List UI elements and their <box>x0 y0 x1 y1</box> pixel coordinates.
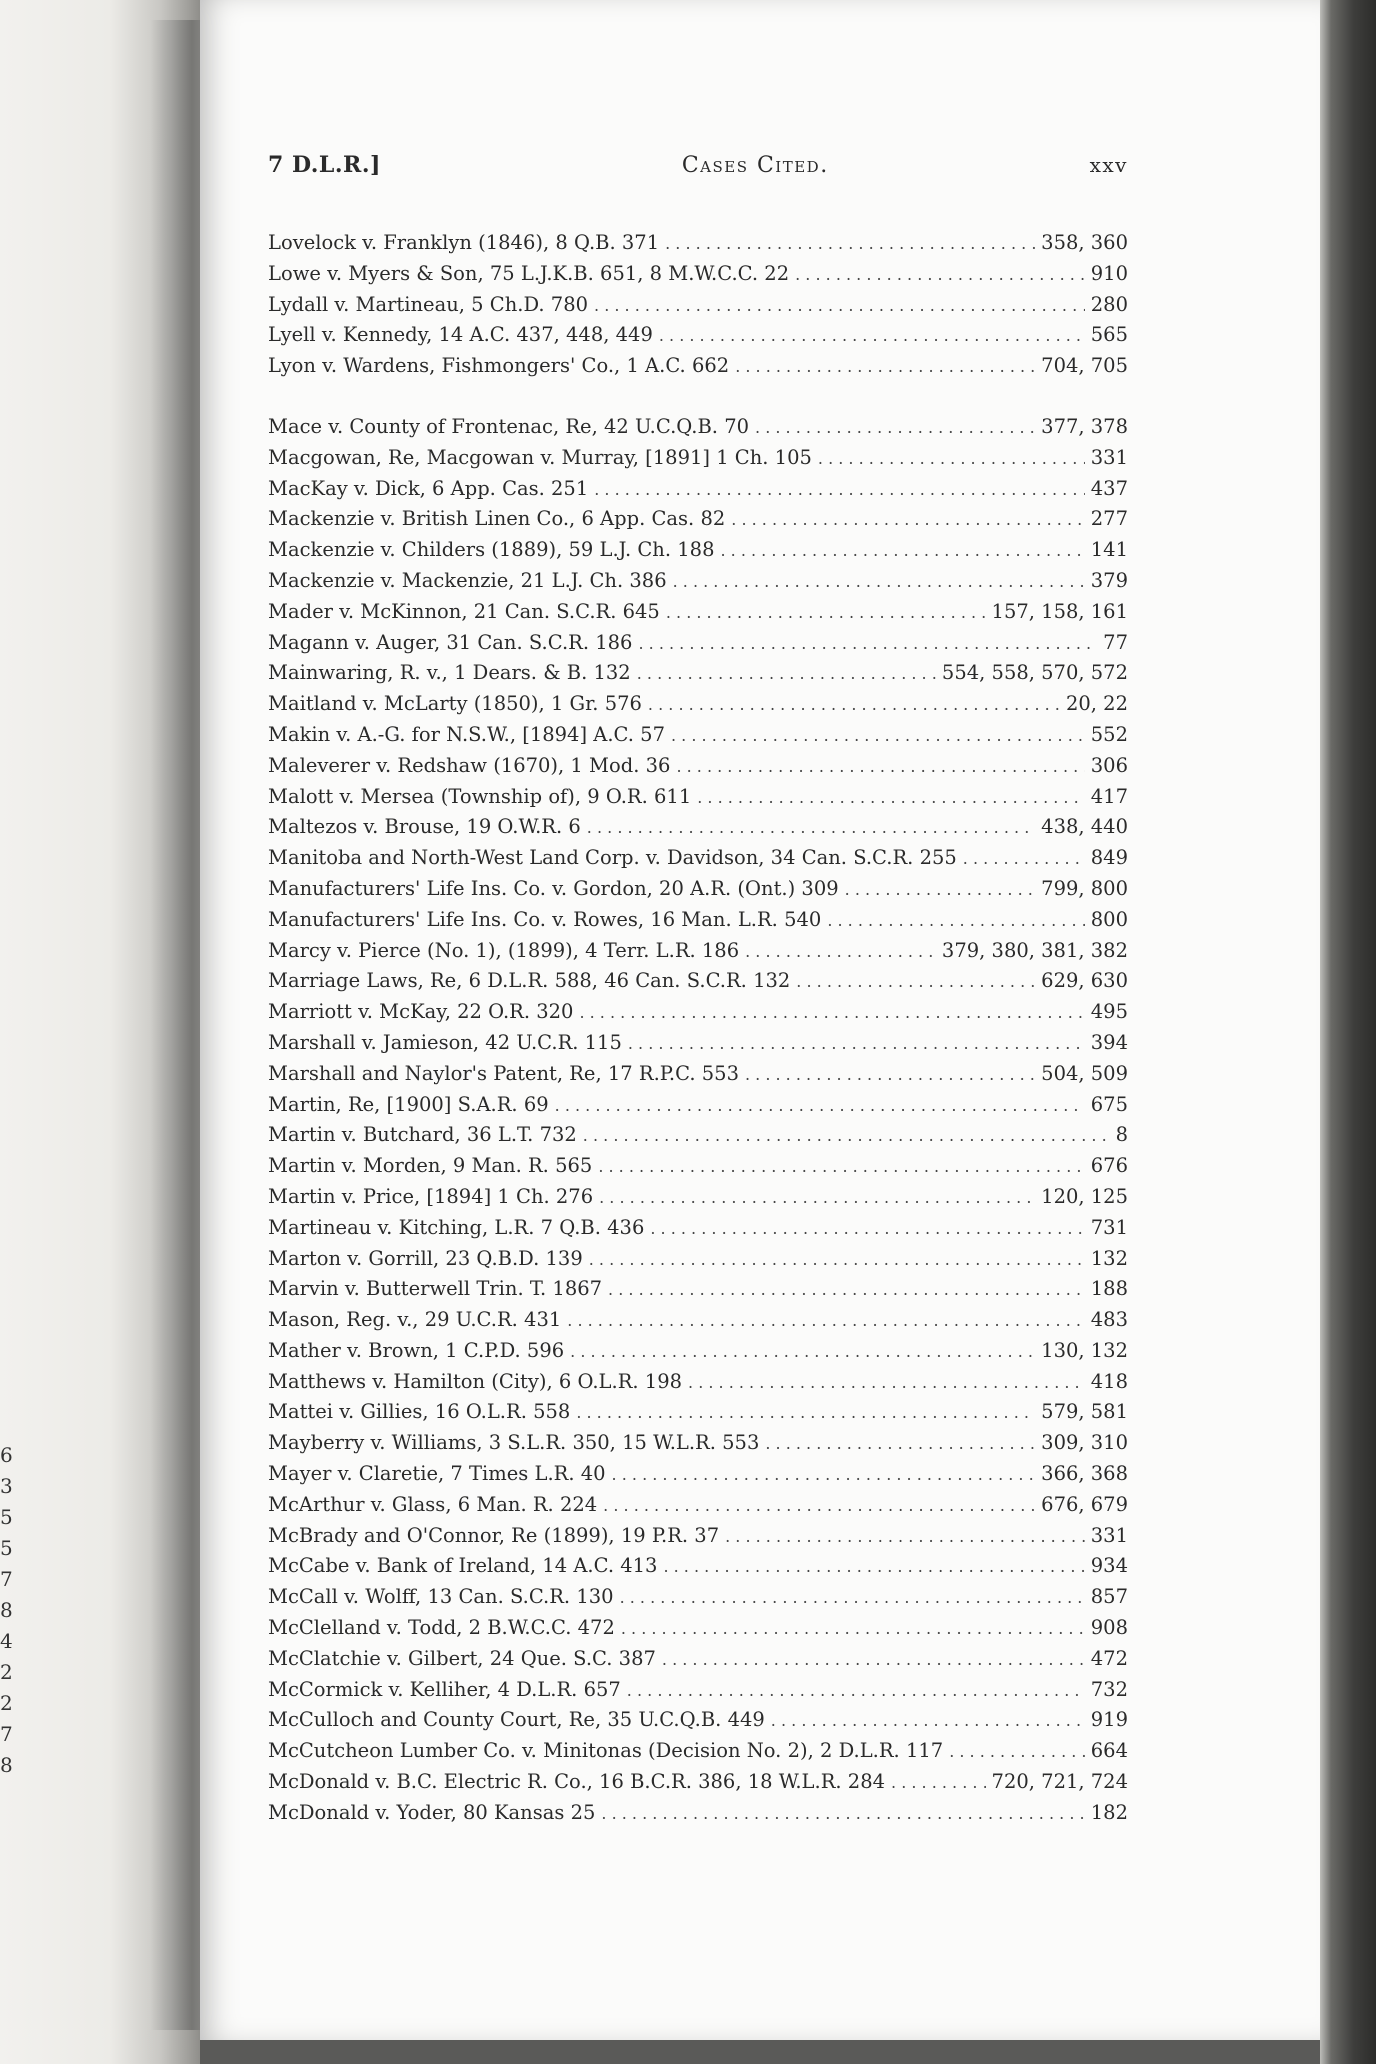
volume-label: 7 D.L.R.] <box>268 152 381 178</box>
case-citation: Marton v. Gorrill, 23 Q.B.D. 139 <box>268 1246 583 1270</box>
dot-leader <box>697 783 1085 814</box>
case-entry <box>268 905 1128 936</box>
case-pages: 799, 800 <box>1041 876 1128 900</box>
case-pages: 379, 380, 381, 382 <box>941 938 1128 962</box>
case-pages: 676, 679 <box>1041 1492 1128 1516</box>
case-citation: Malott v. Mersea (Township of), 9 O.R. 611 <box>268 784 692 808</box>
case-citation: Macgowan, Re, Macgowan v. Murray, [1891] 1 Ch. 105 <box>268 445 812 469</box>
case-citation: Maitland v. McLarty (1850), 1 Gr. 576 <box>268 692 642 716</box>
case-citation: Marriage Laws, Re, 6 D.L.R. 588, 46 Can. S.C.R. 132 <box>268 969 791 993</box>
margin-mark: 2 <box>0 1660 13 1684</box>
case-citation: Maltezos v. Brouse, 19 O.W.R. 6 <box>268 815 581 839</box>
dot-leader <box>567 1306 1084 1337</box>
case-citation: Martin v. Butchard, 36 L.T. 732 <box>268 1123 577 1147</box>
dot-leader <box>583 1121 1110 1152</box>
case-pages: 377, 378 <box>1041 414 1128 438</box>
case-entry <box>268 474 1128 505</box>
section-gap <box>268 382 1128 412</box>
dot-leader <box>666 598 986 629</box>
book-cover-edge <box>1320 0 1376 2064</box>
dot-leader <box>637 659 936 690</box>
case-pages: 908 <box>1090 1616 1128 1640</box>
case-citation: Marcy v. Pierce (No. 1), (1899), 4 Terr. L.R. 186 <box>268 938 740 962</box>
case-entry <box>268 320 1128 351</box>
case-pages: 157, 158, 161 <box>991 599 1128 623</box>
case-citation: Mason, Reg. v., 29 U.C.R. 431 <box>268 1308 562 1332</box>
margin-mark: 7 <box>0 1722 13 1746</box>
dot-leader <box>650 1214 1084 1245</box>
case-entry <box>268 1059 1128 1090</box>
dot-leader <box>949 1737 1085 1768</box>
case-entry <box>268 1521 1128 1552</box>
dot-leader <box>601 1799 1084 1830</box>
dot-leader <box>818 444 1085 475</box>
dot-leader <box>725 1522 1085 1553</box>
facing-page-margin-marks <box>0 1440 20 1781</box>
case-entry <box>268 874 1128 905</box>
case-entry <box>268 1767 1128 1798</box>
case-citation: Mader v. McKinnon, 21 Can. S.C.R. 645 <box>268 599 660 623</box>
case-pages: 306 <box>1090 753 1128 777</box>
case-citation: Magann v. Auger, 31 Can. S.C.R. 186 <box>268 630 633 654</box>
case-entry <box>268 1613 1128 1644</box>
case-pages: 120, 125 <box>1041 1184 1128 1208</box>
dot-leader <box>755 413 1035 444</box>
dot-leader <box>665 229 1035 260</box>
case-pages: 331 <box>1090 1523 1128 1547</box>
case-entry <box>268 1028 1128 1059</box>
margin-mark: 5 <box>0 1536 13 1560</box>
dot-leader <box>771 1706 1085 1737</box>
margin-mark: 3 <box>0 1474 13 1498</box>
dot-leader <box>603 1491 1035 1522</box>
case-entry <box>268 1459 1128 1490</box>
dot-leader <box>589 1245 1085 1276</box>
dot-leader <box>587 813 1035 844</box>
case-citation: McCutcheon Lumber Co. v. Minitonas (Decision No. 2), 2 D.L.R. 117 <box>268 1739 944 1763</box>
dot-leader <box>628 1029 1085 1060</box>
case-pages: 394 <box>1090 1030 1128 1054</box>
case-citation: McCall v. Wolff, 13 Can. S.C.R. 130 <box>268 1585 614 1609</box>
case-pages: 704, 705 <box>1041 354 1128 378</box>
case-entry <box>268 351 1128 382</box>
case-citation: McBrady and O'Connor, Re (1899), 19 P.R. 37 <box>268 1523 720 1547</box>
margin-mark: 4 <box>0 1629 13 1653</box>
case-pages: 495 <box>1090 1000 1128 1024</box>
dot-leader <box>662 1645 1085 1676</box>
case-entry <box>268 966 1128 997</box>
case-entry <box>268 1336 1128 1367</box>
page-content <box>268 152 1128 1829</box>
case-citation: Martin, Re, [1900] S.A.R. 69 <box>268 1092 549 1116</box>
case-pages: 552 <box>1090 722 1128 746</box>
case-pages: 849 <box>1090 846 1128 870</box>
case-citation: Marshall v. Jamieson, 42 U.C.R. 115 <box>268 1030 622 1054</box>
dot-leader <box>745 937 936 968</box>
case-citation: Lyon v. Wardens, Fishmongers' Co., 1 A.C. 662 <box>268 354 730 378</box>
margin-mark: 7 <box>0 1567 13 1591</box>
case-citation: Mackenzie v. Childers (1889), 59 L.J. Ch. 188 <box>268 538 715 562</box>
case-citation: Mace v. County of Frontenac, Re, 42 U.C.Q.B. 70 <box>268 414 750 438</box>
case-pages: 579, 581 <box>1041 1400 1128 1424</box>
case-pages: 141 <box>1090 538 1128 562</box>
case-citation: Martin v. Morden, 9 Man. R. 565 <box>268 1154 593 1178</box>
case-citation: Mainwaring, R. v., 1 Dears. & B. 132 <box>268 661 631 685</box>
case-entry <box>268 1736 1128 1767</box>
case-pages: 675 <box>1090 1092 1128 1116</box>
case-citation: Mackenzie v. British Linen Co., 6 App. Cas. 82 <box>268 507 726 531</box>
case-entry <box>268 936 1128 967</box>
dot-leader <box>963 844 1085 875</box>
margin-mark: 2 <box>0 1691 13 1715</box>
case-citation: McDonald v. B.C. Electric R. Co., 16 B.C.R. 386, 18 W.L.R. 284 <box>268 1770 886 1794</box>
case-entry <box>268 290 1128 321</box>
case-pages: 565 <box>1090 323 1128 347</box>
case-pages: 366, 368 <box>1041 1462 1128 1486</box>
dot-leader <box>845 875 1036 906</box>
case-citation: Manufacturers' Life Ins. Co. v. Gordon, 20 A.R. (Ont.) 309 <box>268 876 839 900</box>
case-entry <box>268 1490 1128 1521</box>
case-entry <box>268 812 1128 843</box>
margin-mark: 8 <box>0 1753 13 1777</box>
running-header <box>268 152 1128 192</box>
case-pages: 731 <box>1090 1215 1128 1239</box>
case-entry <box>268 1428 1128 1459</box>
case-pages: 438, 440 <box>1041 815 1128 839</box>
case-pages: 800 <box>1090 907 1128 931</box>
case-entry <box>268 597 1128 628</box>
case-citation: McCabe v. Bank of Ireland, 14 A.C. 413 <box>268 1554 658 1578</box>
case-entry <box>268 1367 1128 1398</box>
dot-leader <box>671 721 1085 752</box>
case-entry <box>268 1582 1128 1613</box>
dot-leader <box>599 1183 1035 1214</box>
case-pages: 720, 721, 724 <box>991 1770 1128 1794</box>
case-citation: Mackenzie v. Mackenzie, 21 L.J. Ch. 386 <box>268 568 667 592</box>
case-pages: 130, 132 <box>1041 1338 1128 1362</box>
case-pages: 676 <box>1090 1154 1128 1178</box>
margin-mark: 5 <box>0 1505 13 1529</box>
dot-leader <box>663 1552 1084 1583</box>
case-citation: Marvin v. Butterwell Trin. T. 1867 <box>268 1277 603 1301</box>
case-pages: 504, 509 <box>1041 1061 1128 1085</box>
cases-list-l <box>268 228 1128 382</box>
case-pages: 132 <box>1090 1246 1128 1270</box>
dot-leader <box>659 321 1085 352</box>
case-pages: 417 <box>1090 784 1128 808</box>
case-entry <box>268 689 1128 720</box>
dot-leader <box>891 1768 986 1799</box>
dot-leader <box>594 475 1085 506</box>
case-entry <box>268 843 1128 874</box>
case-entry <box>268 1120 1128 1151</box>
case-entry <box>268 1551 1128 1582</box>
dot-leader <box>620 1583 1085 1614</box>
dot-leader <box>765 1429 1035 1460</box>
case-entry <box>268 1798 1128 1829</box>
case-pages: 732 <box>1090 1677 1128 1701</box>
case-entry <box>268 1244 1128 1275</box>
dot-leader <box>638 629 1097 660</box>
case-citation: Marshall and Naylor's Patent, Re, 17 R.P.C. 553 <box>268 1061 739 1085</box>
dot-leader <box>796 967 1035 998</box>
case-entry <box>268 566 1128 597</box>
case-entry <box>268 997 1128 1028</box>
case-pages: 20, 22 <box>1065 692 1128 716</box>
case-entry <box>268 1644 1128 1675</box>
case-citation: Maleverer v. Redshaw (1670), 1 Mod. 36 <box>268 753 671 777</box>
case-pages: 554, 558, 570, 572 <box>941 661 1128 685</box>
case-pages: 379 <box>1090 568 1128 592</box>
dot-leader <box>627 1676 1085 1707</box>
case-entry <box>268 720 1128 751</box>
case-entry <box>268 1675 1128 1706</box>
case-pages: 919 <box>1090 1708 1128 1732</box>
case-entry <box>268 443 1128 474</box>
dot-leader <box>648 690 1060 721</box>
dot-leader <box>579 998 1084 1029</box>
case-pages: 77 <box>1103 630 1128 654</box>
dot-leader <box>735 352 1035 383</box>
case-pages: 358, 360 <box>1041 231 1128 254</box>
case-pages: 629, 630 <box>1041 969 1128 993</box>
case-pages: 664 <box>1090 1739 1128 1763</box>
case-entry <box>268 412 1128 443</box>
case-pages: 188 <box>1090 1277 1128 1301</box>
page-title: Cases Cited. <box>681 153 829 178</box>
case-citation: Matthews v. Hamilton (City), 6 O.L.R. 198 <box>268 1369 683 1393</box>
dot-leader <box>576 1398 1035 1429</box>
dot-leader <box>608 1275 1085 1306</box>
case-citation: Mather v. Brown, 1 C.P.D. 596 <box>268 1338 565 1362</box>
dot-leader <box>612 1460 1036 1491</box>
case-entry <box>268 658 1128 689</box>
case-entry <box>268 782 1128 813</box>
case-entry <box>268 1090 1128 1121</box>
dot-leader <box>745 1060 1035 1091</box>
case-citation: Mayberry v. Williams, 3 S.L.R. 350, 15 W.L.R. 553 <box>268 1431 760 1455</box>
dot-leader <box>720 536 1084 567</box>
page-bottom-edge <box>200 2040 1320 2064</box>
case-entry <box>268 1213 1128 1244</box>
case-citation: McDonald v. Yoder, 80 Kansas 25 <box>268 1800 596 1824</box>
case-citation: Mayer v. Claretie, 7 Times L.R. 40 <box>268 1462 606 1486</box>
dot-leader <box>555 1091 1085 1122</box>
case-entry <box>268 1705 1128 1736</box>
dot-leader <box>673 567 1085 598</box>
dot-leader <box>594 291 1085 322</box>
case-citation: MacKay v. Dick, 6 App. Cas. 251 <box>268 476 589 500</box>
case-pages: 280 <box>1090 292 1128 316</box>
case-entry <box>268 259 1128 290</box>
case-entry <box>268 1274 1128 1305</box>
case-citation: Manufacturers' Life Ins. Co. v. Rowes, 16 Man. L.R. 540 <box>268 907 822 931</box>
dot-leader <box>598 1152 1084 1183</box>
dot-leader <box>795 260 1085 291</box>
case-entry <box>268 628 1128 659</box>
dot-leader <box>621 1614 1085 1645</box>
case-citation: McArthur v. Glass, 6 Man. R. 224 <box>268 1492 598 1516</box>
case-citation: Lydall v. Martineau, 5 Ch.D. 780 <box>268 292 589 316</box>
case-citation: Lovelock v. Franklyn (1846), 8 Q.B. 371 <box>268 231 660 254</box>
case-pages: 910 <box>1090 261 1128 285</box>
case-pages: 472 <box>1090 1646 1128 1670</box>
margin-mark: 8 <box>0 1598 13 1622</box>
page-number: xxv <box>1089 153 1128 177</box>
dot-leader <box>731 505 1084 536</box>
dot-leader <box>676 752 1084 783</box>
case-entry <box>268 1151 1128 1182</box>
case-citation: Mattei v. Gillies, 16 O.L.R. 558 <box>268 1400 571 1424</box>
case-pages: 331 <box>1090 445 1128 469</box>
case-pages: 418 <box>1090 1369 1128 1393</box>
dot-leader <box>827 906 1084 937</box>
dot-leader <box>570 1337 1035 1368</box>
case-pages: 934 <box>1090 1554 1128 1578</box>
case-citation: Makin v. A.-G. for N.S.W., [1894] A.C. 57 <box>268 722 665 746</box>
case-citation: McCulloch and County Court, Re, 35 U.C.Q.B. 449 <box>268 1708 765 1732</box>
case-entry <box>268 535 1128 566</box>
case-pages: 8 <box>1115 1123 1128 1147</box>
case-pages: 277 <box>1090 507 1128 531</box>
case-citation: McClelland v. Todd, 2 B.W.C.C. 472 <box>268 1616 615 1640</box>
case-citation: McCormick v. Kelliher, 4 D.L.R. 657 <box>268 1677 621 1701</box>
case-citation: McClatchie v. Gilbert, 24 Que. S.C. 387 <box>268 1646 656 1670</box>
case-entry <box>268 751 1128 782</box>
case-citation: Martineau v. Kitching, L.R. 7 Q.B. 436 <box>268 1215 645 1239</box>
case-pages: 182 <box>1090 1800 1128 1824</box>
case-pages: 857 <box>1090 1585 1128 1609</box>
case-citation: Lowe v. Myers & Son, 75 L.J.K.B. 651, 8 M.W.C.C. 22 <box>268 261 790 285</box>
case-citation: Lyell v. Kennedy, 14 A.C. 437, 448, 449 <box>268 323 653 347</box>
case-entry <box>268 1305 1128 1336</box>
case-entry <box>268 504 1128 535</box>
margin-mark: 6 <box>0 1443 13 1467</box>
case-pages: 437 <box>1090 476 1128 500</box>
dot-leader <box>688 1368 1085 1399</box>
cases-list-m <box>268 412 1128 1829</box>
case-citation: Marriott v. McKay, 22 O.R. 320 <box>268 1000 574 1024</box>
case-citation: Manitoba and North-West Land Corp. v. Davidson, 34 Can. S.C.R. 255 <box>268 846 957 870</box>
case-citation: Martin v. Price, [1894] 1 Ch. 276 <box>268 1184 594 1208</box>
case-entry <box>268 1397 1128 1428</box>
case-entry <box>268 228 1128 259</box>
case-pages: 309, 310 <box>1041 1431 1128 1455</box>
case-entry <box>268 1182 1128 1213</box>
case-pages: 483 <box>1090 1308 1128 1332</box>
